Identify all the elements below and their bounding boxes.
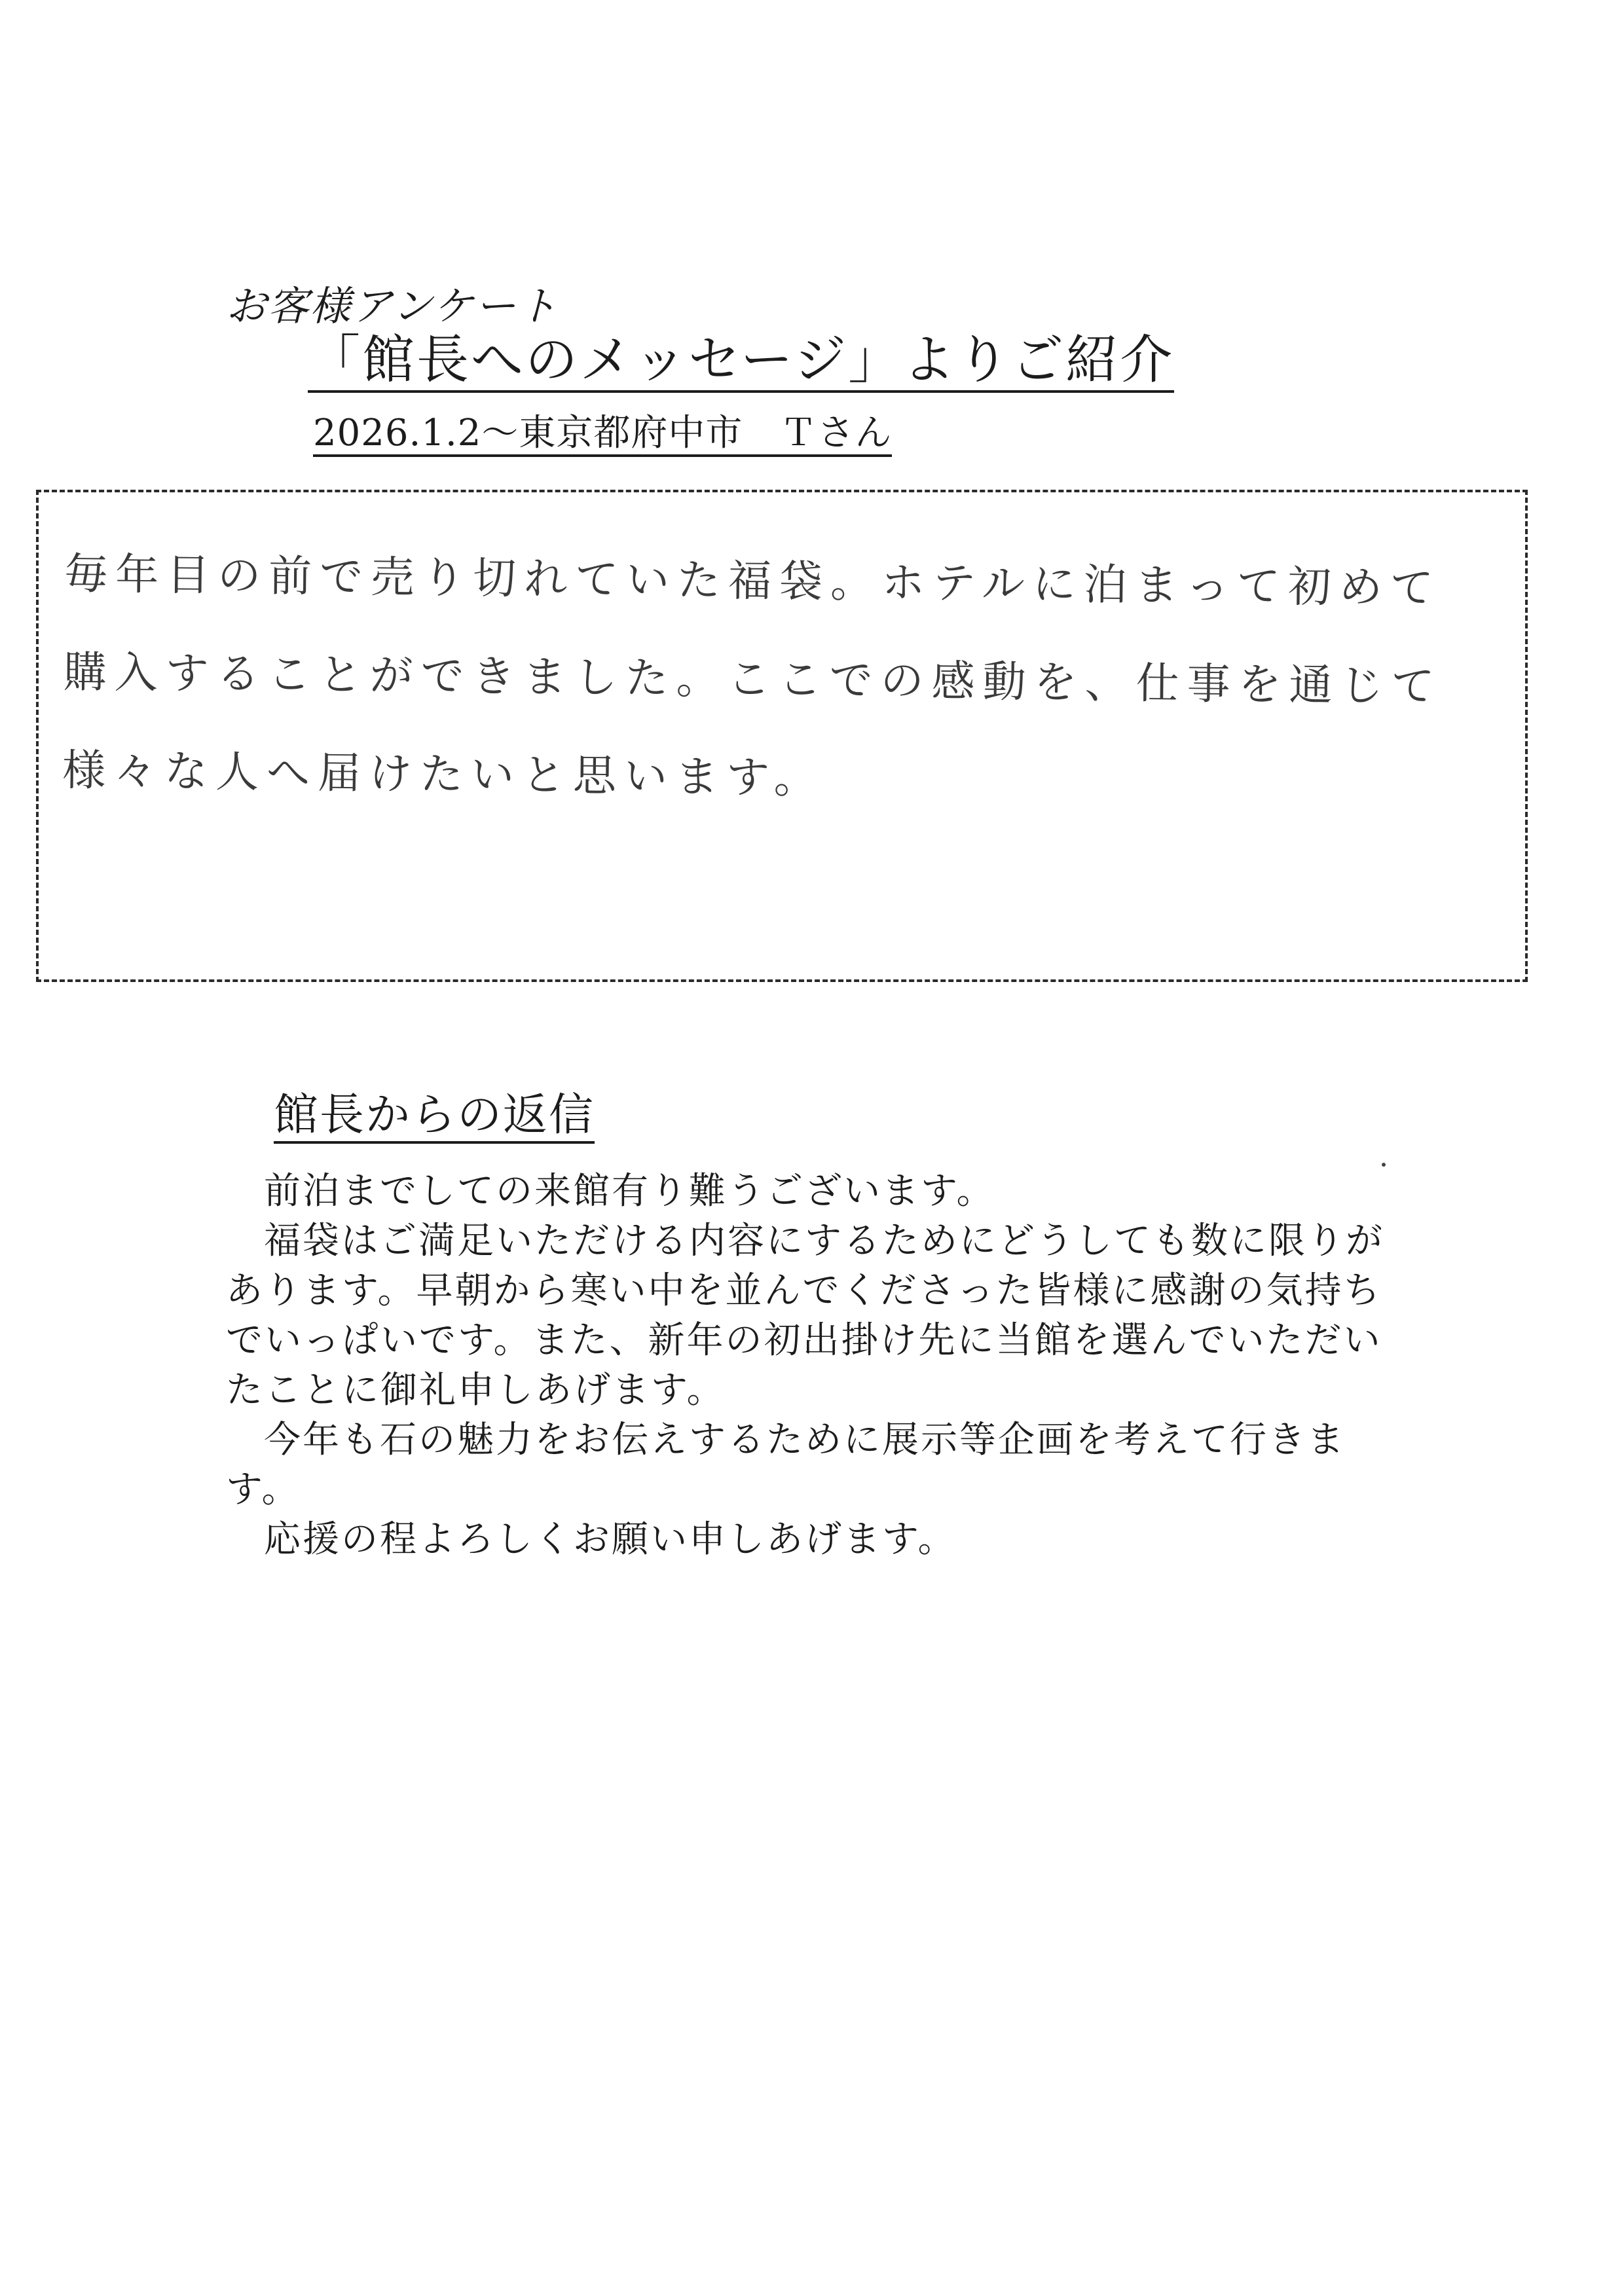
reply-heading: 館長からの返信 (274, 1090, 595, 1144)
message-line: 毎年目の前で売り切れていた福袋。ホテルに泊まって初めて (64, 548, 1442, 614)
visit-date-and-visitor: 2026.1.2～東京都府中市 Ｔさん (313, 412, 892, 457)
reply-paragraph: 応援の程よろしくお願い申しあげます。 (264, 1518, 957, 1561)
reply-paragraph: 福袋はご満足いただける内容にするためにどうしても数に限りがあります。早朝から寒い中を並んでくださった皆様に感謝の気持ちでいっぱいです。また、新年の初出掛け先に当館を選んでいただいたことに御礼申しあげます。 (226, 1220, 1384, 1412)
page-title: 「館長へのメッセージ」よりご紹介 (308, 331, 1174, 393)
reply-paragraph: 前泊までしての来館有り難うございます。 (264, 1170, 995, 1212)
message-line: 様々な人へ届けたいと思います。 (62, 744, 826, 804)
handwritten-message (62, 525, 1443, 833)
reply-body (226, 1167, 1388, 1565)
message-line: 購入することができました。ここでの感動を、仕事を通じて (63, 646, 1443, 712)
reply-paragraph: 今年も石の魅力をお伝えするために展示等企画を考えて行きます。 (226, 1419, 1346, 1511)
survey-label: お客様アンケート (226, 282, 559, 330)
visitor-message-box (36, 490, 1528, 982)
